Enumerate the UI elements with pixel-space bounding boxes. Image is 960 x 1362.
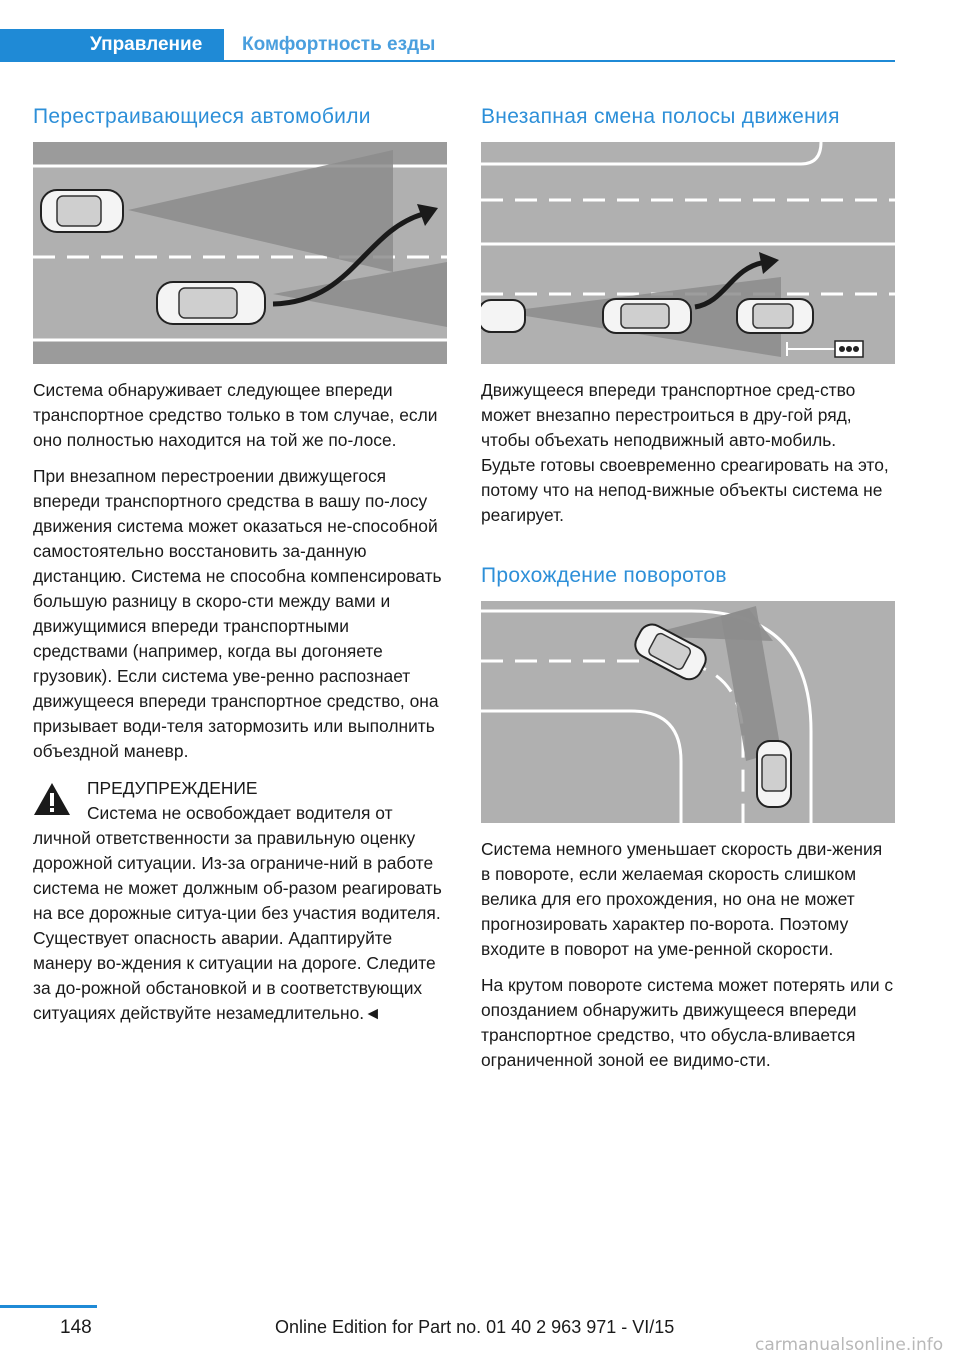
warning-text: личной ответственности за правильную оценку дорожной ситуации. Из-за ограниче-ний в работе система не может должным об-разом реагировать на все дорожные ситуа-ции без участия водителя. Существует опасность аварии. Адаптируйте манеру во-ждения к ситуации на дороге. Следите за до-рожной обстановкой и в соответствующих ситуациях действуйте незамедлительно.◄ <box>33 828 442 1023</box>
footer-rule <box>0 1305 97 1308</box>
car-ahead <box>41 190 123 232</box>
watermark: carmanualsonline.info <box>755 1335 944 1355</box>
parked-car-left <box>481 300 525 332</box>
section-title-sudden-lane-change: Внезапная смена полосы движения <box>481 105 840 128</box>
left-paragraph-2: При внезапном перестроении движущегося впереди транспортного средства в вашу по-лосу движения система может оказаться не-способной самостоятельно восстановить за-данную дистанцию. Система не способна компенсировать большую разницу в скоро-сти между вами и движущимися впереди транспортными средствами (например, когда вы догоняете грузовик). Если система уве-ренно распознает движущееся впереди транспортное средство, она призывает води-теля затормозить или выполнить объездной маневр. <box>33 466 442 761</box>
right-paragraph-3: На крутом повороте система может потерять или с опозданием обнаружить движущееся впереди транспортное средство, что обусла-вливается ограниченной зоной ее видимо-сти. <box>481 975 894 1070</box>
left-column <box>33 100 447 1026</box>
figure-sudden-lane-change <box>481 142 895 364</box>
warning-heading: ПРЕДУПРЕЖДЕНИЕ <box>87 778 258 798</box>
stopped-car <box>737 299 813 333</box>
car-changing-lane <box>603 299 691 333</box>
section-title-cornering: Прохождение поворотов <box>481 564 727 587</box>
figure-cornering <box>481 601 895 823</box>
warning-triangle-icon <box>33 782 71 816</box>
left-paragraph-1: Система обнаруживает следующее впереди транспортное средство только в том случае, если оно полностью находится на той же по-лосе. <box>33 380 438 450</box>
right-column <box>481 100 895 1084</box>
header-rule <box>0 60 895 62</box>
tab-comfort[interactable]: Комфортность езды <box>242 34 436 55</box>
right-paragraph-1: Движущееся впереди транспортное сред-ство может внезапно перестроиться в дру-гой ряд, чтобы объехать неподвижный авто-мобиль. Будьте готовы своевременно среагировать на это, потому что на непод-вижные объекты система не реагирует. <box>481 380 889 525</box>
edition-text: Online Edition for Part no. 01 40 2 963 971 - VI/15 <box>275 1317 675 1337</box>
right-paragraph-2: Система немного уменьшает скорость дви-жения в повороте, если желаемая скорость слишком велика для его прохождения, но она не может прогнозировать характер по-ворота. Поэтому входите в поворот на уме-ренной скорости. <box>481 839 883 959</box>
warning-block <box>33 776 447 1026</box>
tab-control[interactable]: Управление <box>90 34 203 55</box>
warning-first-line: Система не освобождает водителя от <box>87 803 393 823</box>
section-title-lane-changers: Перестраивающиеся автомобили <box>33 105 371 128</box>
car-cutting-in <box>157 282 265 324</box>
page-number: 148 <box>60 1317 92 1338</box>
figure-cutting-in-vehicle <box>33 142 447 364</box>
car-own-cornering <box>757 741 791 807</box>
